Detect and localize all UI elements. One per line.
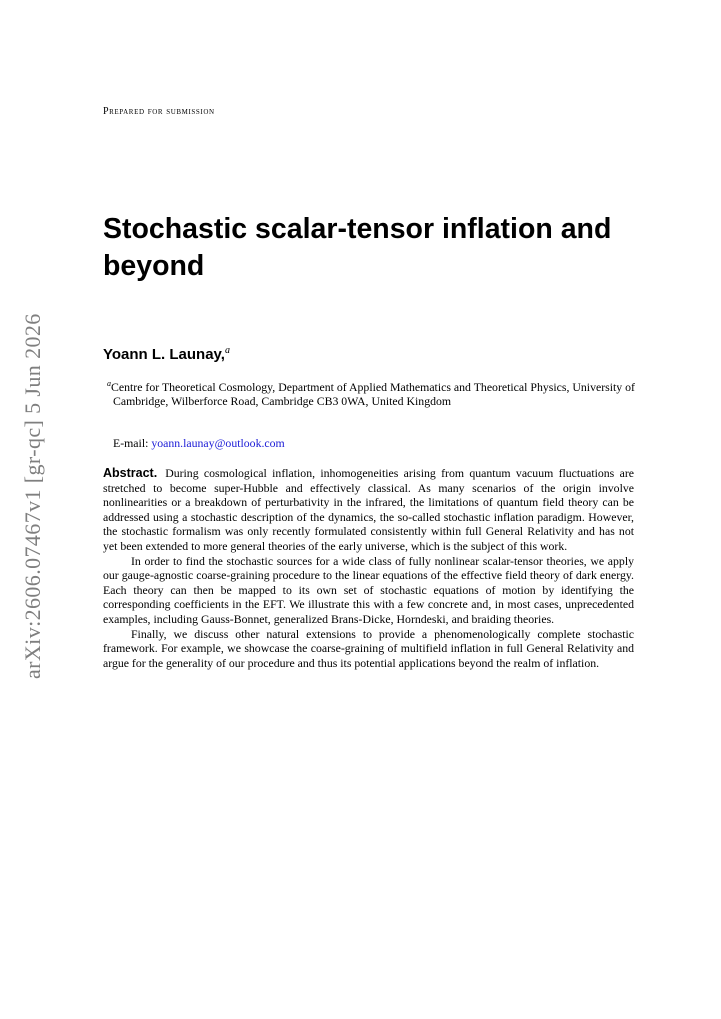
abstract	[103, 466, 634, 670]
paper-title: Stochastic scalar-tensor inflation and beyond	[103, 213, 612, 282]
abstract-paragraph-3: Finally, we discuss other natural extensions to provide a phenomenologically complete stochastic framework. For example, we showcase the coarse-graining of multifield inflation in full General Relativity and argue for the generality of our procedure and thus its potential applications beyond the realm of inflation.	[103, 626, 634, 670]
author-affiliation-mark: a	[224, 345, 230, 356]
affiliation	[105, 377, 635, 409]
abstract-heading: Abstract.	[103, 466, 158, 480]
arxiv-identifier: arXiv:2606.07467v1 [gr-qc] 5 Jun 2026	[20, 313, 45, 679]
abstract-p1-text: During cosmological inflation, inhomogeneities arising from quantum vacuum fluctuations are stretched to become super-Hubble and effectively classical. As many scenarios of the origin involve nonlinearities or a breakdown of perturbativity in the infrared, the limitations of quantum field theory can be addressed using a stochastic description of the dynamics, the so-called stochastic inflation paradigm. However, the stochastic formalism was only recently formulated consistently within full General Relativity and has not yet been extended to more general theories of the early universe, which is the subject of this work.	[103, 466, 634, 553]
affiliation-text: Centre for Theoretical Cosmology, Department of Applied Mathematics and Theoretical Physics, University of Cambridge, Wilberforce Road, Cambridge CB3 0WA, United Kingdom	[111, 379, 635, 409]
email-label: E-mail:	[113, 436, 149, 450]
author	[103, 345, 230, 363]
email-link[interactable]: yoann.launay@outlook.com	[151, 436, 285, 450]
abstract-paragraph-2: In order to find the stochastic sources for a wide class of fully nonlinear scalar-tensor theories, we apply our gauge-agnostic coarse-graining procedure to the linear equations of the effective field theory of dark energy. Each theory can then be mapped to its own set of stochastic equations of motion by identifying the corresponding coefficients in the EFT. We illustrate this with a few concrete and, in most cases, unprecedented examples, including Gauss-Bonnet, generalized Brans-Dicke, Horndeski, and braiding theories.	[103, 553, 634, 626]
affiliation-mark: a	[107, 379, 111, 388]
email-line	[113, 436, 285, 451]
author-name: Yoann L. Launay,	[103, 346, 225, 363]
prepared-for-submission: Prepared for submission	[103, 106, 215, 117]
abstract-paragraph-1	[103, 466, 634, 554]
